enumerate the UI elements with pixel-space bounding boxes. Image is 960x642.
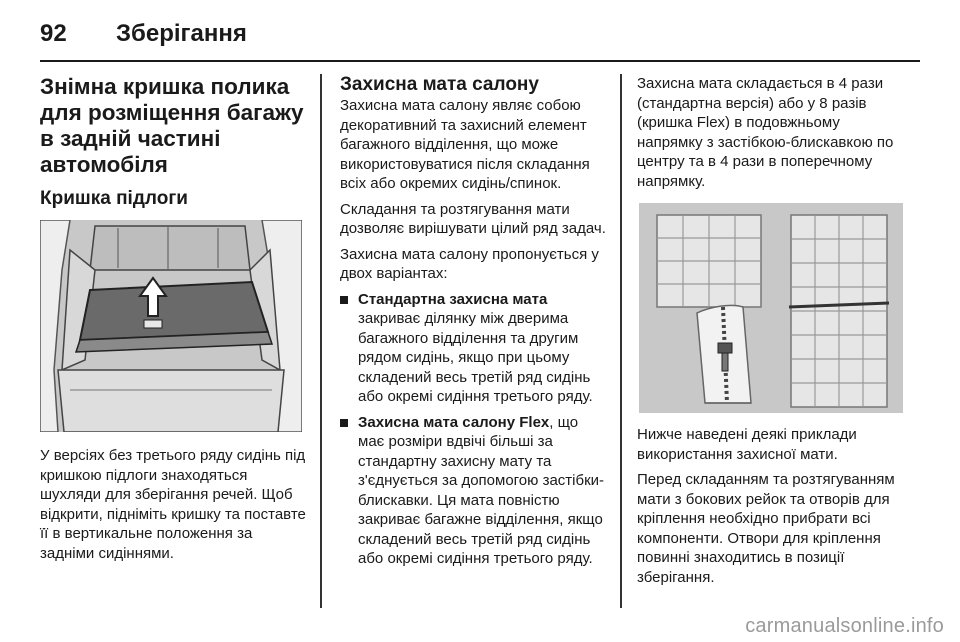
- page-header: [40, 14, 920, 64]
- body-paragraph: У версіях без третього ряду сидінь під кришкою підлоги знаходяться шухляди для зберігання речей. Щоб відкрити, підніміть кришку та поставте її в вертикальне положення за задніми сидіннями.: [40, 447, 306, 562]
- list-item: [340, 413, 606, 569]
- page-number: 92: [40, 20, 67, 47]
- column-3: [637, 74, 905, 593]
- watermark: carmanualsonline.info: [745, 615, 944, 637]
- trunk-floor-cover-illustration: [40, 220, 302, 432]
- column-1: [40, 74, 308, 569]
- list-item-text: , що має розміри вдвічі більші за стандартну захисну мату та з'єднується за допомогою застібки-блискавки. Ця мата повністю закриває багажне відділення, якщо складений весь третій ряд сидінь або окремі сидіння третього ряду.: [358, 413, 605, 567]
- bullet-square-icon: [340, 419, 348, 427]
- article-subtitle: Кришка підлоги: [40, 188, 188, 209]
- header-divider: [40, 60, 920, 62]
- list-item-title: Стандартна захисна мата: [358, 290, 548, 308]
- body-paragraph: Нижче наведені деякі приклади використання захисної мати.: [637, 426, 857, 463]
- standard-mat-grid: [657, 215, 761, 307]
- flex-mat-grid: [789, 215, 889, 407]
- list-item-text: закриває ділянку між дверима багажного відділення та другим рядом сидінь, якщо при цьому складений весь третій ряд сидінь або окремі сидіння третього ряду.: [358, 310, 593, 405]
- folding-mat-illustration: [639, 203, 903, 413]
- body-paragraph: Перед складанням та розтягуванням мати з бокових рейок та отворів для кріплення необхідно прибрати всі компоненти. Отвори для кріплення повинні знаходитись в позиції зберігання.: [637, 471, 895, 586]
- zipper-icon: [697, 305, 751, 403]
- column-divider: [320, 74, 322, 608]
- bullet-square-icon: [340, 296, 348, 304]
- article-title: Знімна кришка полика для розміщення багажу в задній частині автомобіля: [40, 74, 304, 177]
- list-item: [340, 290, 606, 407]
- body-paragraph: Складання та розтягування мати дозволяє вирішувати цілий ряд задач.: [340, 200, 606, 237]
- body-paragraph: Захисна мата складається в 4 рази (стандартна версія) або у 8 разів (кришка Flex) в подовжньому напрямку з застібкою-блискавкою по центру та в 4 рази в поперечному напрямку.: [637, 75, 894, 190]
- column-2: [340, 74, 606, 575]
- section-heading: Захисна мата салону: [340, 74, 539, 95]
- body-paragraph: Захисна мата салону являє собою декоративний та захисний елемент багажного відділення, що може використовуватися після складання всіх або окремих сидінь/спинок.: [340, 97, 590, 192]
- column-divider: [620, 74, 622, 608]
- body-paragraph: Захисна мата салону пропонується у двох варіантах:: [340, 245, 599, 282]
- section-title: Зберігання: [116, 20, 247, 47]
- list-item-title: Захисна мата салону Flex: [358, 413, 550, 431]
